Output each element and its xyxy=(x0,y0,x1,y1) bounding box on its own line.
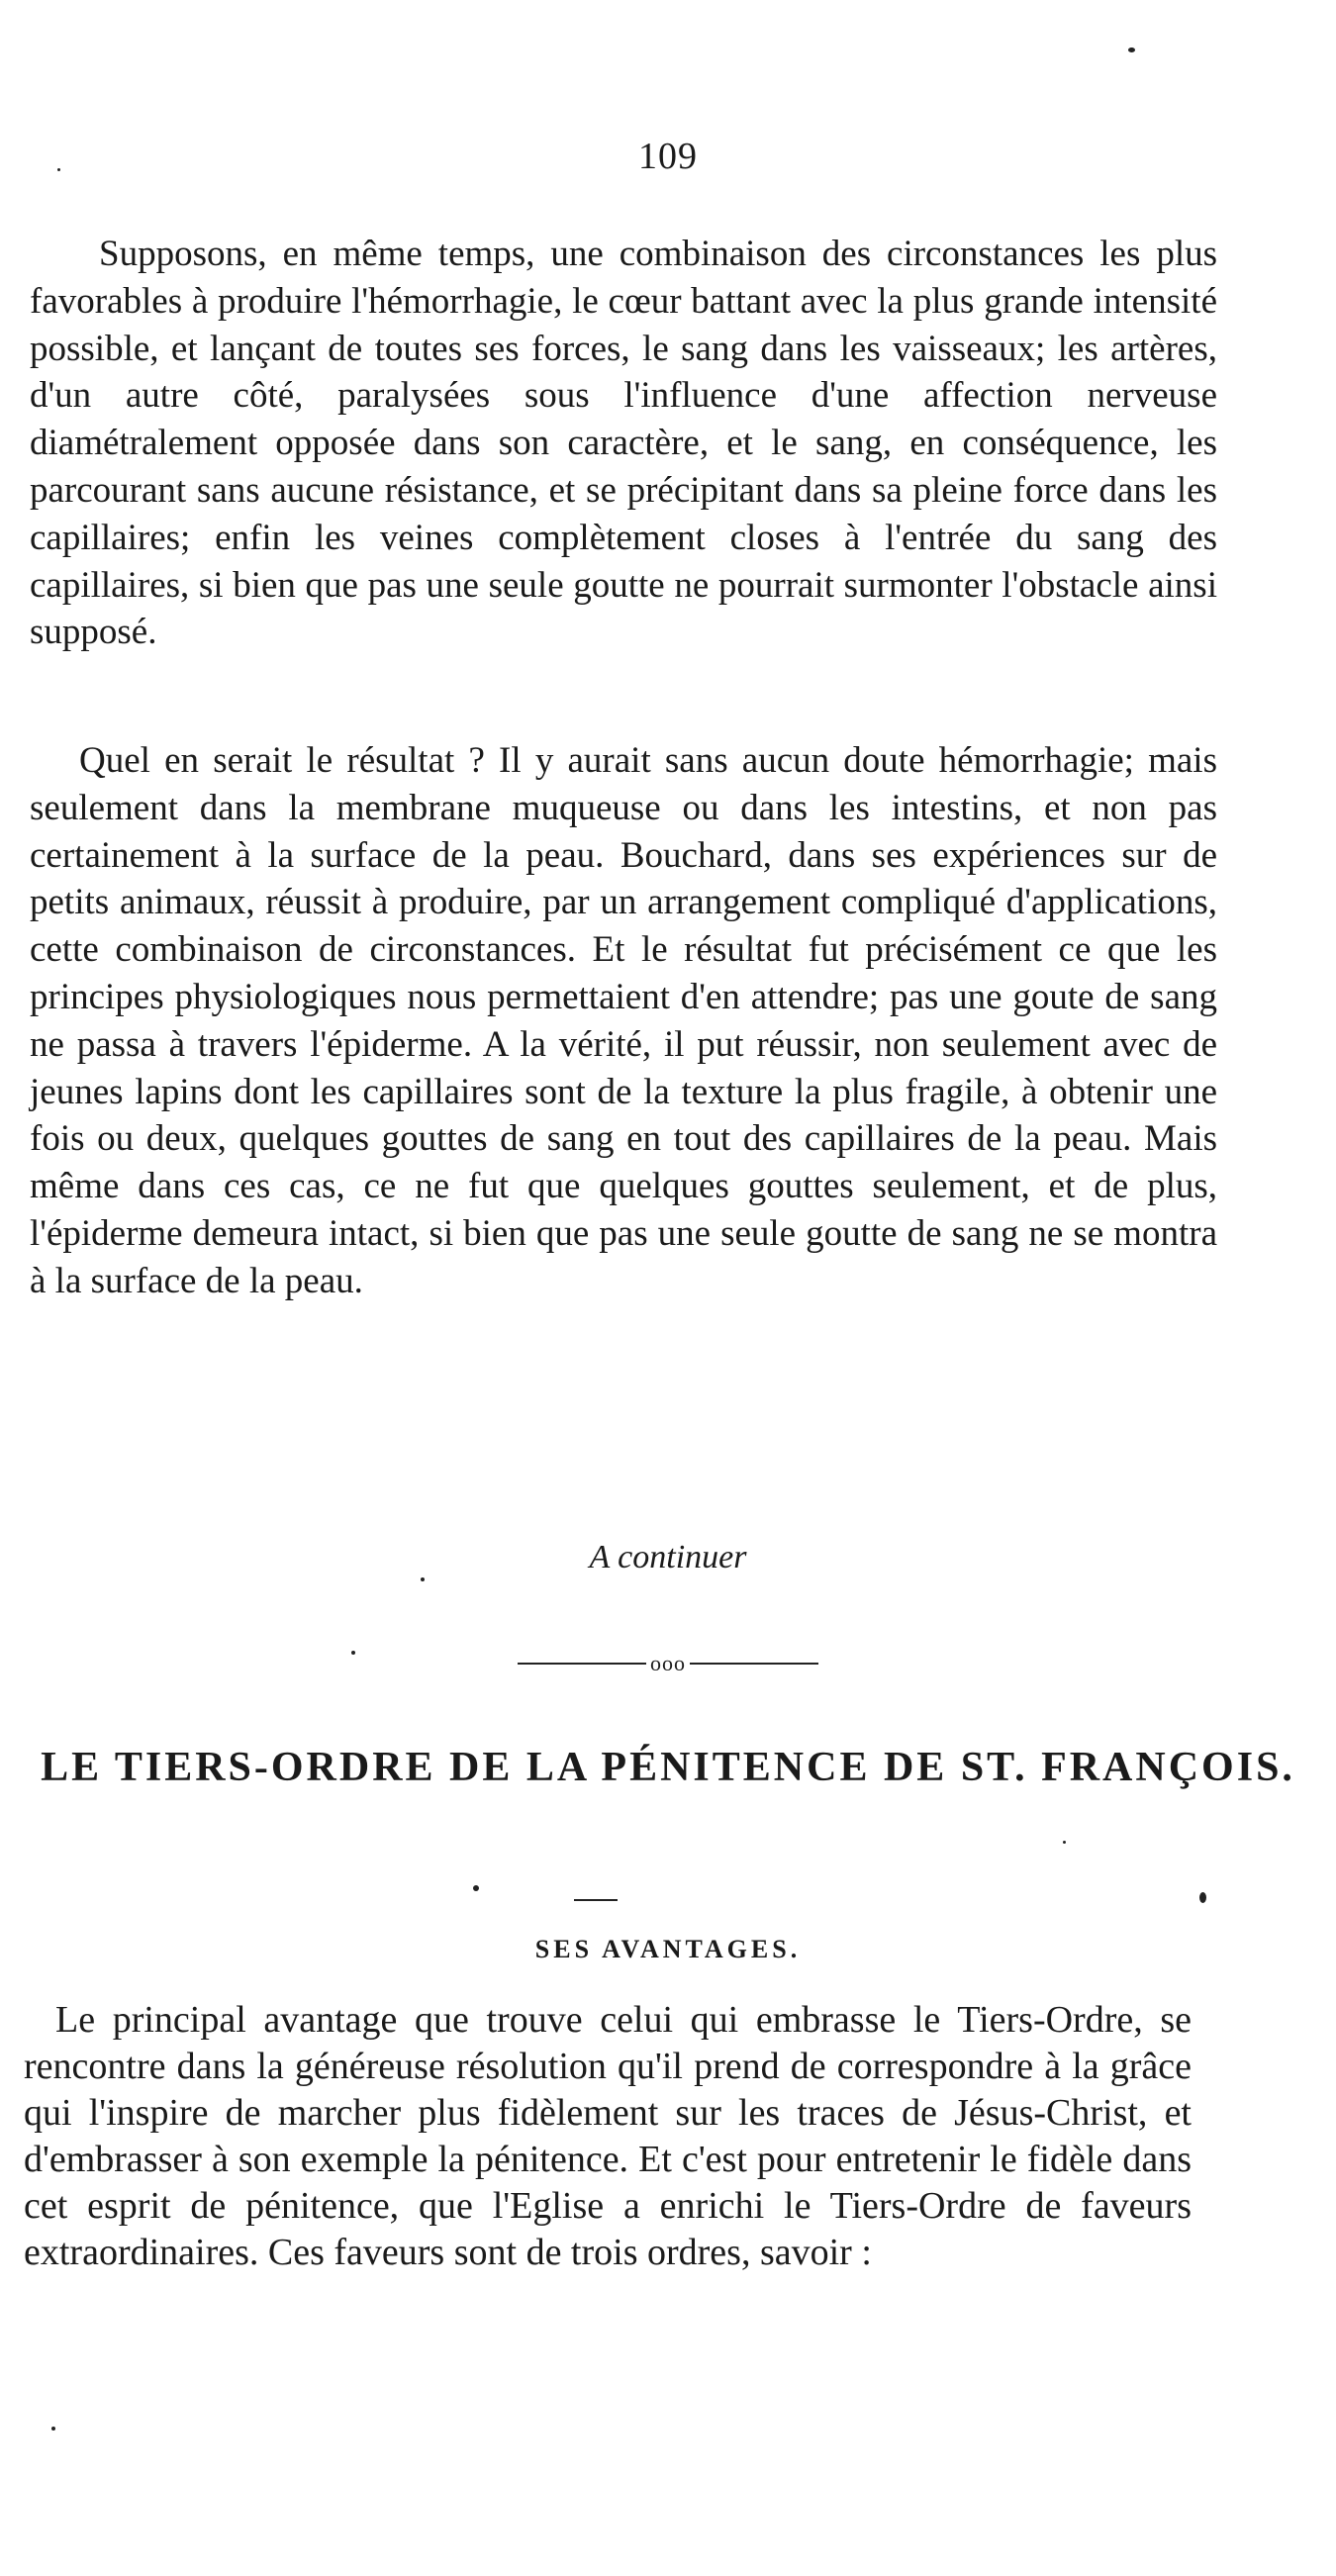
section-subtitle: SES AVANTAGES. xyxy=(534,1935,802,1963)
page-number: 109 xyxy=(638,136,698,177)
paragraph-1: Supposons, en même temps, une combinaison des circonstances les plus favorables à produire l'hémorrhagie, le cœur battant avec la plus grande intensité possible, et lançant de toutes ses forces, le sang dans les vaisseaux; les artères, d'un autre côté, paralysées sous l'influence d'une affection nerveuse diamétralement opposée dans son caractère, et le sang, en conséquence, les parcourant sans aucune résistance, et se précipitant dans sa pleine force dans les capillaires; enfin les veines complètement closes à l'entrée du sang des capillaires, si bien que pas une seule goutte ne pourrait surmonter l'obstacle ainsi supposé. xyxy=(30,234,1217,653)
section-title: LE TIERS-ORDRE DE LA PÉNITENCE DE ST. FRANÇOIS. xyxy=(41,1745,1295,1790)
print-speck xyxy=(1063,1841,1066,1844)
print-speck xyxy=(421,1577,425,1581)
paragraph-2: Quel en serait le résultat ? Il y aurait sans aucun doute hémorrhagie; mais seulement dans la membrane muqueuse ou dans les intestins, et non pas certainement à la surface de la peau. Bouchard, dans ses expériences sur de petits animaux, réussit à produire, par un arrangement compliqué d'applications, cette combinaison de circonstances. Et le résultat fut précisément ce que les principes physiologiques nous permettaient d'en attendre; pas une goute de sang ne passa à travers l'épiderme. A la vérité, il put réussir, non seulement avec de jeunes lapins dont les capillaires sont de la texture la plus fragile, à obtenir une fois ou deux, quelques gouttes de sang en tout des capillaires de la peau. Mais même dans ces cas, ce ne fut que quelques gouttes seulement, et de plus, l'épiderme demeura intact, si bien que pas une seule goutte de sang ne se montra à la surface de la peau. xyxy=(30,740,1217,1301)
separator-line-right xyxy=(690,1663,818,1665)
print-speck xyxy=(1128,48,1135,52)
section-paragraph: Le principal avantage que trouve celui qui embrasse le Tiers-Ordre, se rencontre dans la généreuse résolution qu'il prend de correspondre à la grâce qui l'inspire de marcher plus fidèlement sur les traces de Jésus-Christ, et d'embrasser à son exemple la pénitence. Et c'est pour entretenir le fidèle dans cet esprit de pénitence, que l'Eglise a enrichi le Tiers-Ordre de faveurs extraordinaires. Ces faveurs sont de trois ordres, savoir : xyxy=(24,1999,1192,2273)
print-speck xyxy=(351,1651,355,1655)
separator-line-left xyxy=(518,1663,646,1665)
separator-ornament: ooo xyxy=(650,1651,686,1675)
title-rule xyxy=(574,1899,618,1901)
print-speck xyxy=(1199,1892,1206,1903)
continuation-note: A continuer xyxy=(589,1539,747,1575)
print-speck xyxy=(473,1885,479,1891)
print-speck xyxy=(51,2427,55,2431)
print-speck xyxy=(57,168,60,171)
section-separator xyxy=(0,1651,1336,1676)
